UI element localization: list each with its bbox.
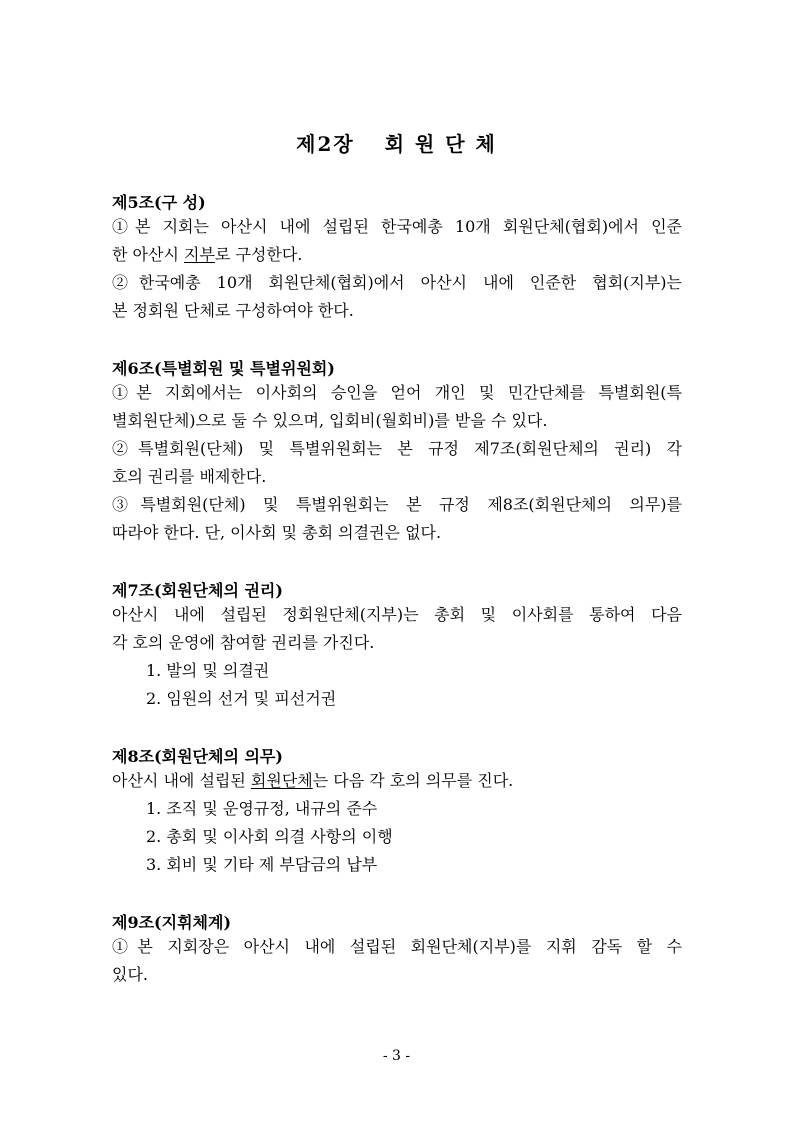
article-8-item: 1. 조직 및 운영규정, 내규의 준수 (146, 799, 378, 818)
article-9-line-2: 있다. (112, 965, 148, 984)
article-5-title: 제5조(구 성) (112, 193, 206, 212)
article-5-line-2 (112, 244, 682, 266)
article-9-title: 제9조(지휘체계) (112, 913, 232, 932)
chapter-number: 제2장 (296, 132, 355, 156)
article-6-title: 제6조(특별회원 및 특별위원회) (112, 359, 335, 378)
article-7-line-1: 아산시 내에 설립된 정회원단체(지부)는 총회 및 이사회를 통하여 다음 (112, 605, 682, 624)
article-7-item: 1. 발의 및 의결권 (146, 661, 270, 680)
article-8-line-1-a: 아산시 내에 설립된 (112, 771, 251, 790)
article-9-line-1: ①본 지회장은 아산시 내에 설립된 회원단체(지부)를 지휘 감독 할 수 (112, 937, 682, 956)
article-6-line-5: ③특별회원(단체) 및 특별위원회는 본 규정 제8조(회원단체의 의무)를 (112, 495, 682, 514)
article-8-item: 3. 회비 및 기타 제 부담금의 납부 (146, 855, 378, 874)
article-7-title: 제7조(회원단체의 권리) (112, 581, 283, 600)
article-6-line-2: 별회원단체)으로 둘 수 있으며, 입회비(월회비)를 받을 수 있다. (112, 411, 548, 430)
article-5-line-2-underlined: 지부 (184, 245, 215, 264)
article-6-line-4: 호의 권리를 배제한다. (112, 467, 267, 486)
article-7-item: 2. 임원의 선거 및 피선거권 (146, 689, 337, 708)
article-8-line-1-c: 는 다음 각 호의 의무를 진다. (312, 771, 514, 790)
page-number: - 3 - (382, 1048, 411, 1064)
article-6-line-3: ②특별회원(단체) 및 특별위원회는 본 규정 제7조(회원단체의 권리) 각 (112, 439, 682, 458)
article-5-line-2-a: 한 아산시 (112, 245, 184, 264)
article-8-item: 2. 총회 및 이사회 의결 사항의 이행 (146, 827, 393, 846)
chapter-name: 회 원 단 체 (384, 132, 497, 156)
article-5-line-3: ②한국예총 10개 회원단체(협회)에서 아산시 내에 인준한 협회(지부)는 (112, 273, 682, 292)
article-6-line-6: 따라야 한다. 단, 이사회 및 총회 의결권은 없다. (112, 523, 442, 542)
article-6-line-1: ①본 지회에서는 이사회의 승인을 얻어 개인 및 민간단체를 특별회원(특 (112, 383, 682, 402)
article-8-line-1 (112, 770, 682, 792)
article-5-line-2-c: 로 구성한다. (214, 245, 303, 264)
article-8-title: 제8조(회원단체의 의무) (112, 747, 283, 766)
article-5-line-1: ①본 지회는 아산시 내에 설립된 한국예총 10개 회원단체(협회)에서 인준 (112, 217, 682, 236)
article-7-line-2: 각 호의 운영에 참여할 권리를 가진다. (112, 633, 375, 652)
chapter-title (0, 128, 793, 157)
article-8-line-1-underlined: 회원단체 (250, 771, 313, 790)
article-5-line-4: 본 정회원 단체로 구성하여야 한다. (112, 301, 354, 320)
